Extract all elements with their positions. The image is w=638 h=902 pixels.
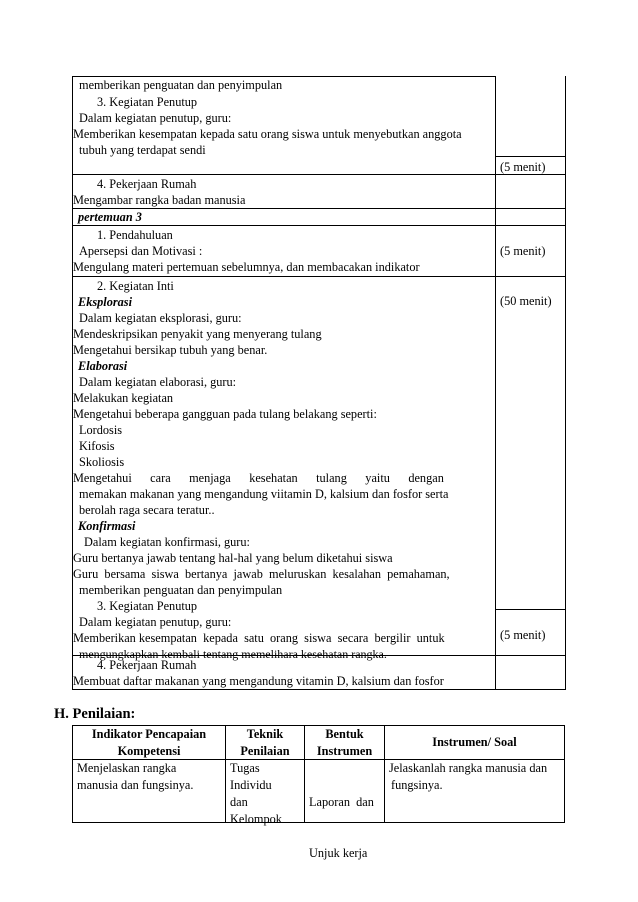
table-border-mid [495, 76, 496, 690]
header-line: Teknik [246, 727, 284, 741]
text-line: Memberikan kesempatan kepada satu orang siswa secara bergilir untuk [73, 631, 445, 645]
text-line: Mendeskripsikan penyakit yang menyerang tulang [73, 327, 322, 341]
text-line: Membuat daftar makanan yang mengandung vitamin D, kalsium dan fosfor [73, 674, 444, 688]
text-line: Dalam kegiatan eksplorasi, guru: [79, 311, 242, 325]
text-line: mengungkapkan kembali tentang memelihara kesehatan rangka. [79, 647, 387, 661]
text-line: Dalam kegiatan penutup, guru: [79, 615, 232, 629]
header-line: Indikator Pencapaian [91, 727, 207, 741]
header-line: Instrumen [316, 744, 373, 758]
text-line: 3. Kegiatan Penutup [97, 95, 198, 109]
row-line [72, 276, 566, 277]
text-line: tubuh yang terdapat sendi [79, 143, 206, 157]
table-border [564, 725, 565, 823]
text-line: Dalam kegiatan elaborasi, guru: [79, 375, 237, 389]
cell-line: manusia dan fungsinya. [77, 778, 194, 792]
cell-line: fungsinya. [391, 778, 443, 792]
text-line: berolah raga secara teratur.. [79, 503, 215, 517]
cell-line: Tugas [230, 761, 260, 775]
text-line: Konfirmasi [78, 519, 136, 533]
cell-teknik [230, 760, 282, 828]
header-line: Bentuk [325, 727, 364, 741]
row-line [72, 208, 566, 209]
cell-line: Jelaskanlah rangka manusia dan [389, 761, 548, 775]
text-line: Mengetahui beberapa gangguan pada tulang belakang seperti: [73, 407, 377, 421]
cell-soal [389, 760, 547, 794]
time-cell: (50 menit) [500, 294, 552, 308]
time-cell: (5 menit) [500, 628, 546, 642]
cell-line: Laporan dan [309, 795, 374, 809]
text-line: Mengulang materi pertemuan sebelumnya, dan membacakan indikator [73, 260, 420, 274]
header-line: Kompetensi [117, 744, 181, 758]
text-line: 1. Pendahuluan [97, 228, 173, 242]
cell-bentuk [309, 760, 374, 896]
text-line: 4. Pekerjaan Rumah [97, 177, 197, 191]
text-line: Melakukan kegiatan [73, 391, 174, 405]
header-bentuk [305, 726, 384, 760]
row-line [495, 609, 566, 610]
text-line: Eksplorasi [78, 295, 132, 309]
text-line: Mengetahui bersikap tubuh yang benar. [73, 343, 268, 357]
text-line: memakan makanan yang mengandung viitamin D, kalsium dan fosfor serta [79, 487, 449, 501]
table-border-left [72, 76, 73, 690]
text-line: Guru bertanya jawab tentang hal-hal yang belum diketahui siswa [73, 551, 393, 565]
text-line: Elaborasi [78, 359, 128, 373]
text-line: Guru bersama siswa bertanya jawab meluruskan kesalahan pemahaman, [73, 567, 450, 581]
cell-line: Menjelaskan rangka [77, 761, 177, 775]
header-teknik [226, 726, 304, 760]
text-line: Kifosis [79, 439, 115, 453]
table-border-right [565, 76, 566, 690]
text-line: memberikan penguatan dan penyimpulan [79, 583, 283, 597]
header-line: Penilaian [240, 744, 290, 758]
cell-line: Individu [230, 778, 272, 792]
text-line: memberikan penguatan dan penyimpulan [79, 78, 283, 92]
time-cell: (5 menit) [500, 160, 546, 174]
text-line: Mengambar rangka badan manusia [73, 193, 246, 207]
pertemuan-label: pertemuan 3 [78, 210, 142, 224]
header-line: Instrumen/ Soal [432, 735, 517, 749]
cell-line: Unjuk kerja [309, 846, 368, 860]
text-line: Mengetahui cara menjaga kesehatan tulang yaitu dengan [73, 471, 444, 485]
header-indikator [73, 726, 225, 760]
row-line [495, 156, 566, 157]
cell-indikator [77, 760, 193, 794]
cell-line: Kelompok [230, 812, 282, 826]
text-line: Memberikan kesempatan kepada satu orang siswa untuk menyebutkan anggota [73, 127, 462, 141]
row-line [72, 174, 566, 175]
text-line: Apersepsi dan Motivasi : [79, 244, 203, 258]
text-line: 2. Kegiatan Inti [97, 279, 174, 293]
header-instrumen-soal [385, 734, 564, 751]
row-line [72, 225, 566, 226]
section-heading: H. Penilaian: [54, 706, 136, 722]
row-line [72, 689, 566, 690]
time-cell: (5 menit) [500, 244, 546, 258]
cell-line: dan [230, 795, 248, 809]
row-line [72, 76, 496, 77]
text-line: 4. Pekerjaan Rumah [97, 658, 197, 672]
text-line: Lordosis [79, 423, 123, 437]
text-line: Dalam kegiatan konfirmasi, guru: [84, 535, 250, 549]
text-line: Skoliosis [79, 455, 125, 469]
text-line: Dalam kegiatan penutup, guru: [79, 111, 232, 125]
text-line: 3. Kegiatan Penutup [97, 599, 198, 613]
